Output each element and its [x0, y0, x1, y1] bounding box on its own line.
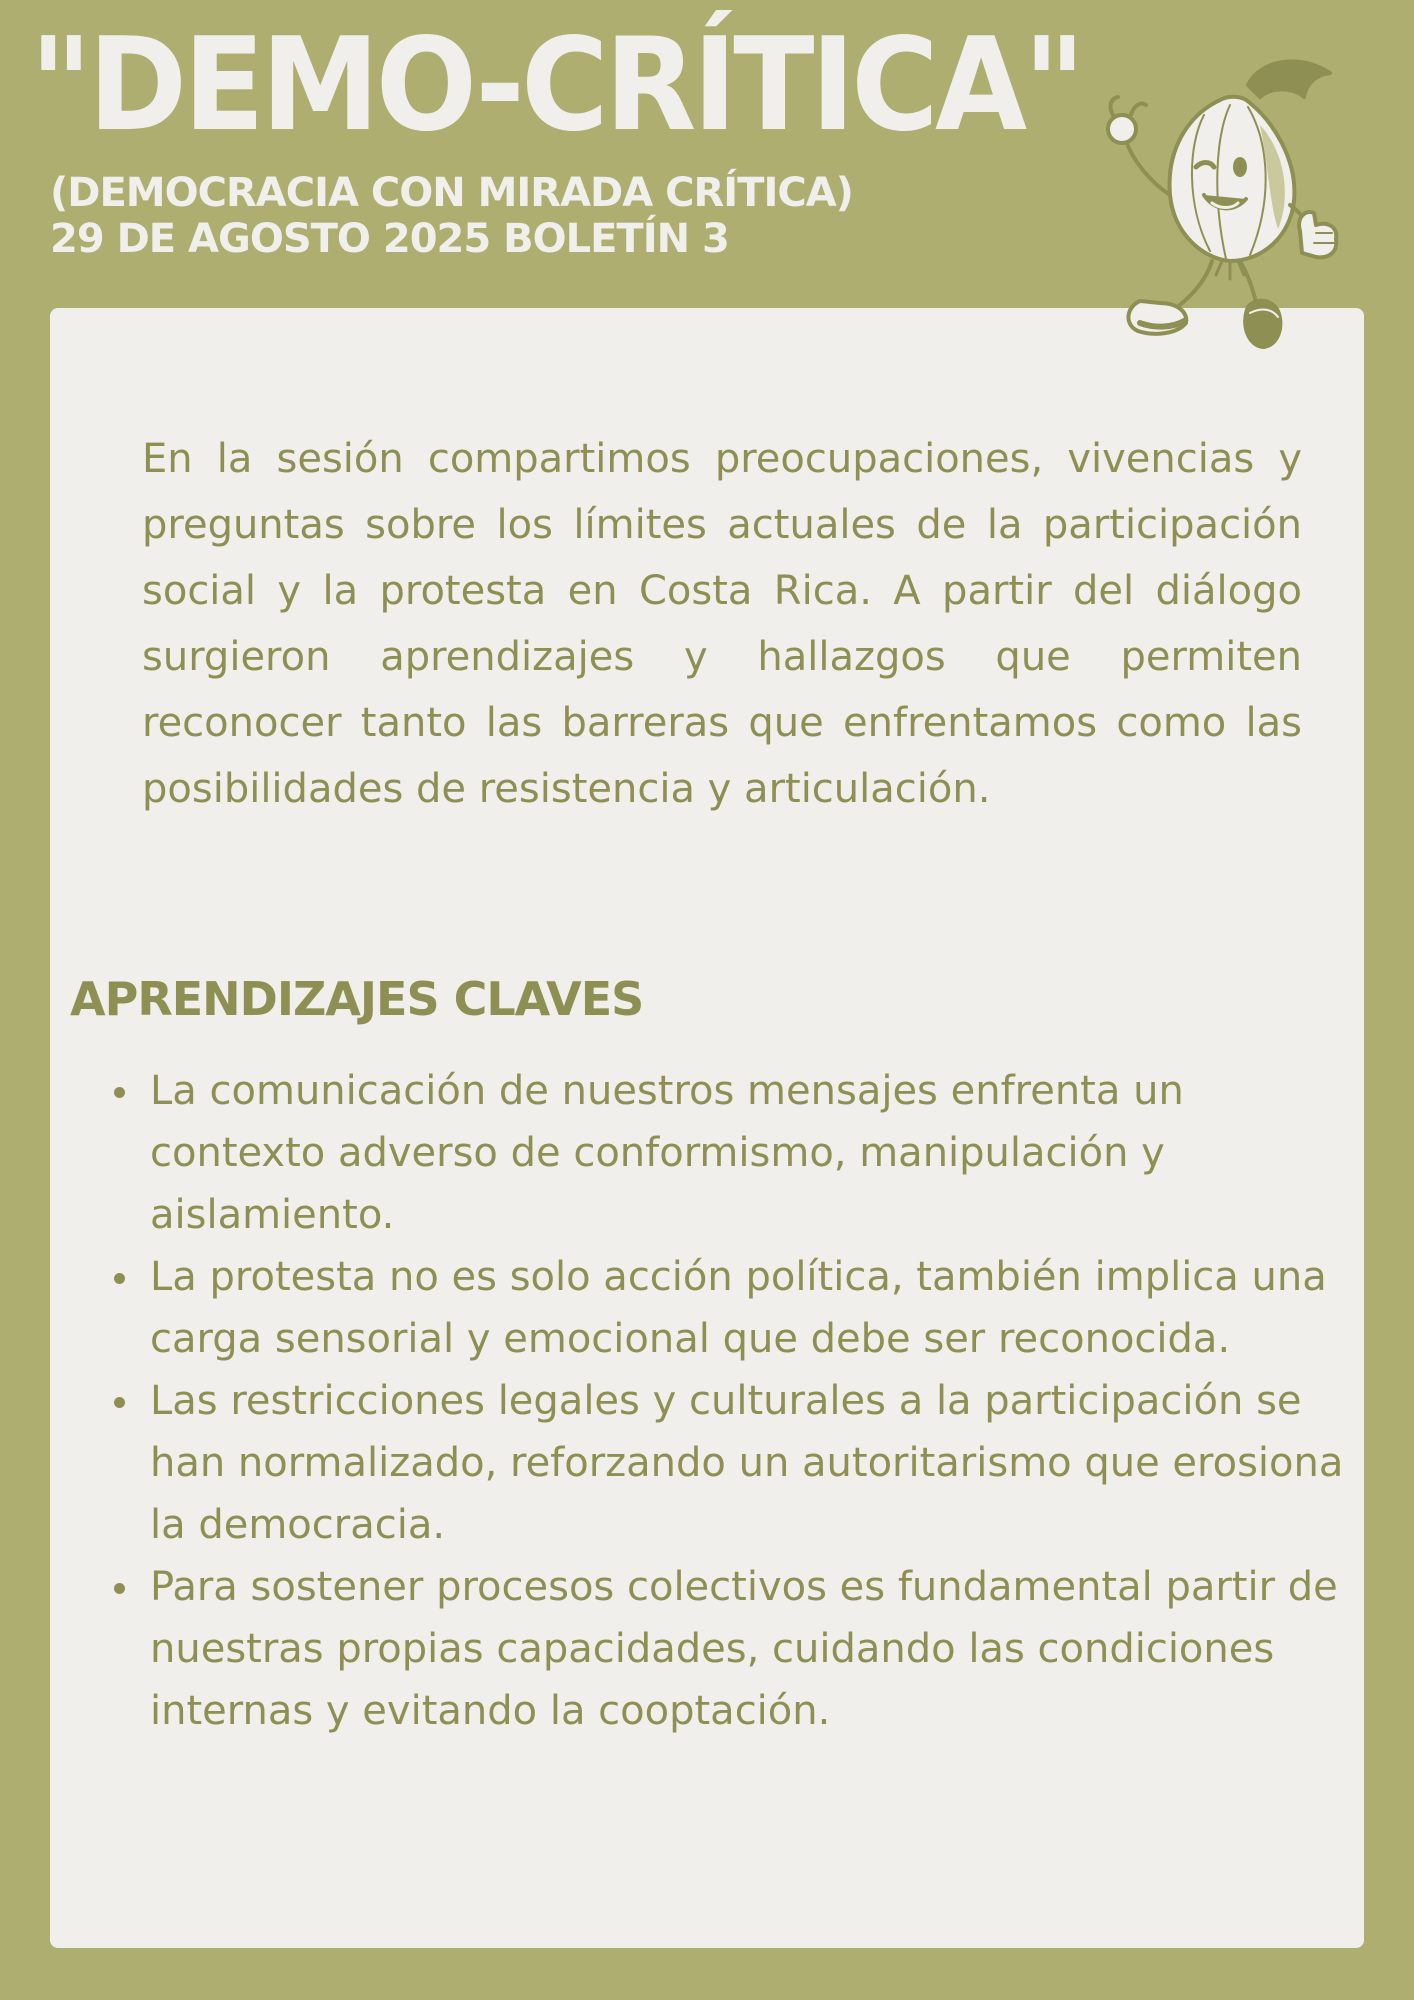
newsletter-title: "DEMO-CRÍTICA" — [30, 11, 1082, 160]
list-item-text: La protesta no es solo acción política, también implica una carga sensorial y emocional que debe ser reconocida. — [150, 1254, 1327, 1362]
list-item-text: Para sostener procesos colectivos es fundamental partir de nuestras propias capacidades, cuidando las condiciones internas y evitando la cooptación. — [150, 1564, 1338, 1734]
list-item-text: Las restricciones legales y culturales a la participación se han normalizado, reforzando un autoritarismo que erosiona la democracia. — [150, 1378, 1344, 1548]
list-item-text: La comunicación de nuestros mensajes enfrenta un contexto adverso de conformismo, manipulación y aislamiento. — [150, 1068, 1184, 1238]
onion-mascot-icon — [1100, 55, 1370, 365]
newsletter-subtitle-block — [50, 170, 853, 262]
newsletter-date-issue: 29 DE AGOSTO 2025 BOLETÍN 3 — [50, 216, 729, 262]
section-title-aprendizajes: APRENDIZAJES CLAVES — [70, 972, 644, 1026]
list-item — [92, 1556, 1352, 1742]
bullet-icon — [114, 1273, 125, 1284]
newsletter-subtitle: (DEMOCRACIA CON MIRADA CRÍTICA) — [50, 170, 853, 216]
learnings-list — [92, 1060, 1352, 1742]
list-item — [92, 1370, 1352, 1556]
bullet-icon — [114, 1583, 125, 1594]
list-item — [92, 1246, 1352, 1370]
intro-paragraph: En la sesión compartimos preocupaciones, vivencias y preguntas sobre los límites actuales de la participación social y la protesta en Costa Rica. A partir del diálogo surgieron aprendizajes y hallazgos que permiten reconocer tanto las barreras que enfrentamos como las posibilidades de resistencia y articulación. — [142, 436, 1302, 812]
bullet-icon — [114, 1087, 125, 1098]
content-card — [50, 308, 1364, 1948]
bullet-icon — [114, 1397, 125, 1408]
list-item — [92, 1060, 1352, 1246]
